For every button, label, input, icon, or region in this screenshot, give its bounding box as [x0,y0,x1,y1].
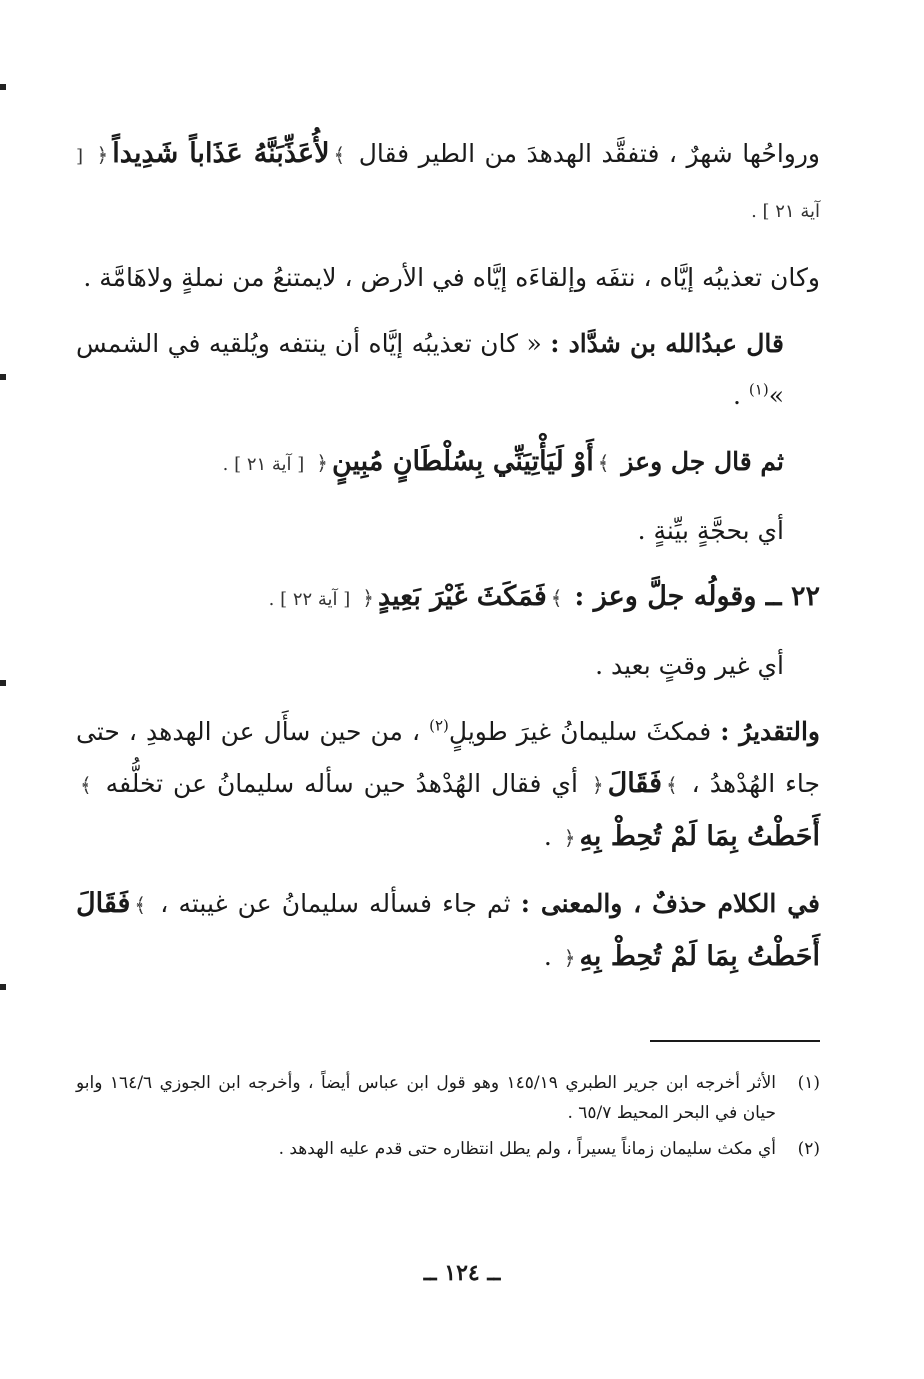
quran-ornament: ﴿ [591,773,604,797]
footnote-text: الأثر أخرجه ابن جرير الطبري ١٤٥/١٩ وهو قول ابن عباس أيضاً ، وأخرجه ابن الجوزي ١٦٤/٦ وابو حيان في البحر المحيط ٦٥/٧ . [76,1073,777,1123]
quran-ornament: ﴿ [96,143,109,167]
bold-run: في الكلام حذفٌ ، والمعنى : [520,889,820,918]
footnote-marker[interactable]: (٢) [429,716,449,735]
footnote-number: (١) [797,1073,820,1093]
margin-mark [0,84,6,90]
text-run: « كان تعذيبُه إيَّاه أن ينتفه ويُلقيه في الشمس » [76,329,784,410]
paragraph-4 [76,436,820,491]
quran-verse: فَقَالَ [607,768,662,799]
bold-run: ٢٢ ــ وقولُه جلَّ وعز : [574,581,820,612]
text-run: أي فقال الهُدْهدُ حين سأله سليمانُ عن تخلُّفه [105,769,578,798]
bold-run: قال عبدُالله بن شدَّاد : [550,329,785,358]
footnote-text: أي مكث سليمان زماناً يسيراً ، ولم يطل انتظاره حتى قدم عليه الهدهد . [278,1139,776,1159]
text-run: . [733,381,749,410]
margin-mark [0,680,6,686]
paragraph-5 [76,505,820,557]
footnote-item [76,1068,820,1128]
quran-ornament: ﴾ [550,586,563,610]
text-run: ثم جاء فسأله سليمانُ عن غيبته ، [160,889,511,918]
text-run: ورواحُها شهرٌ ، فتفقَّد الهدهدَ من الطير فقال [358,139,821,168]
footnote-divider [650,1040,820,1042]
page-number: ــ ١٢٤ ــ [423,1260,501,1286]
bold-run: والتقديرُ : [720,717,820,746]
quran-ornament: ﴿ [563,946,576,970]
paragraph-6 [76,571,820,626]
paragraph-1 [76,128,820,238]
quran-ornament: ﴾ [80,773,92,797]
verse-reference: [ آية ٢١ ] . [222,454,305,475]
quran-ornament: ﴿ [316,451,328,475]
text-run: . [543,822,552,851]
text-run: أي غير وقتٍ بعيد . [595,651,784,680]
quran-ornament: ﴿ [563,826,576,850]
paragraph-8 [76,706,820,864]
footnotes [76,1068,820,1170]
quran-verse: فَقَالَ أَحَطْتُ بِمَا لَمْ تُحِطْ بِهِ [76,888,820,972]
quran-ornament: ﴿ [362,586,374,610]
paragraph-7 [76,640,820,692]
page-body [76,128,820,998]
verse-reference: [ آية ٢١ ] . [76,146,820,222]
quran-ornament: ﴾ [134,893,147,917]
quran-verse: لأُعَذِّبَنَّهُ عَذَاباً شَدِيداً [112,138,330,169]
text-run: أي بحجَّةٍ بيِّنةٍ . [637,516,784,545]
text-run: . [543,942,552,971]
quran-verse: أَحَطْتُ بِمَا لَمْ تُحِطْ بِهِ [579,821,820,852]
text-run: ، من حين سأَل عن الهدهدِ ، حتى جاء الهُدْهدُ ، [76,717,820,798]
text-run: فمكثَ سليمانُ غيرَ طويلٍ [448,717,712,746]
bold-run: ثم قال جل وعز [621,447,784,476]
text-run: وكان تعذيبُه إيَّاه ، نتفَه وإلقاءَه إيَّاه في الأرض ، لايمتنعُ من نملةٍ ولاهَامَّة . [83,263,820,292]
quran-ornament: ﴾ [666,773,678,797]
paragraph-3 [76,318,820,422]
quran-ornament: ﴾ [333,143,346,167]
paragraph-2 [76,252,820,304]
footnote-number: (٢) [797,1139,820,1159]
quran-ornament: ﴾ [597,451,610,475]
margin-mark [0,984,6,990]
footnote-item [76,1134,820,1164]
quran-verse: فَمَكَثَ غَيْرَ بَعِيدٍ [377,581,547,612]
margin-mark [0,374,6,380]
footnote-marker[interactable]: (١) [748,380,769,399]
verse-reference: [ آية ٢٢ ] . [268,589,351,610]
quran-verse: أَوْ لَيَأْتِيَنِّي بِسُلْطَانٍ مُبِينٍ [331,446,594,477]
paragraph-9 [76,878,820,984]
